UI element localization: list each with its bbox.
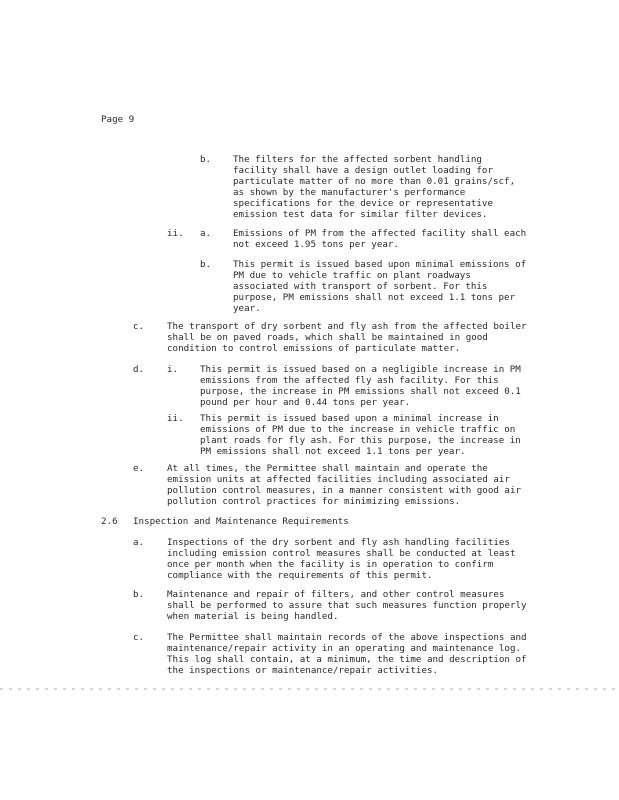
page-label: Page 9 xyxy=(101,114,135,125)
text-line: pollution control measures, in a manner consistent with good air xyxy=(167,485,522,496)
paragraph-maintenance-log xyxy=(167,632,527,676)
text-line: shall be performed to assure that such measures function properly xyxy=(167,600,527,611)
paragraph-fly-ash-vehicle-traffic xyxy=(200,413,521,457)
text-line: pollution control practices for minimizing emissions. xyxy=(167,496,461,507)
section-heading xyxy=(133,516,349,527)
text-line: This permit is issued based upon a minimal increase in xyxy=(200,413,499,424)
paragraph-pm-emissions-limit xyxy=(233,228,526,250)
text-line: plant roads for fly ash. For this purpose, the increase in xyxy=(200,435,521,446)
paragraph-good-practices xyxy=(167,463,521,507)
text-line: Maintenance and repair of filters, and other control measures xyxy=(167,589,505,600)
text-line: associated with transport of sorbent. For this xyxy=(233,281,488,292)
paragraph-monthly-inspections xyxy=(167,537,515,581)
text-line: The Permittee shall maintain records of the above inspections and xyxy=(167,632,527,643)
text-line: purpose, PM emissions shall not exceed 1.1 tons per xyxy=(233,292,516,303)
text-line: emission test data for similar filter devices. xyxy=(233,209,488,220)
paragraph-filters-outlet-loading xyxy=(233,154,515,220)
paragraph-sorbent-vehicle-traffic xyxy=(233,259,526,314)
text-line: the inspections or maintenance/repair activities. xyxy=(167,665,439,676)
paragraph-fly-ash-pm-increase xyxy=(200,364,521,408)
text-line: compliance with the requirements of this permit. xyxy=(167,570,433,581)
text-line: The filters for the affected sorbent handling xyxy=(233,154,482,165)
item-marker: a. xyxy=(133,537,145,548)
text-line: purpose, the increase in PM emissions shall not exceed 0.1 xyxy=(200,386,521,397)
scan-edge-artifact xyxy=(0,688,619,690)
text-line: emissions from the affected fly ash facility. For this xyxy=(200,375,499,386)
text-line: when material is being handled. xyxy=(167,611,339,622)
item-marker: c. xyxy=(133,321,145,332)
item-marker: ii. xyxy=(167,228,184,239)
text-line: Emissions of PM from the affected facility shall each xyxy=(233,228,527,239)
item-marker: b. xyxy=(200,154,212,165)
item-marker: b. xyxy=(133,589,145,600)
text-line: as shown by the manufacturer's performance xyxy=(233,187,466,198)
item-marker: d. xyxy=(133,364,145,375)
text-line: not exceed 1.95 tons per year. xyxy=(233,239,399,250)
text-line: specifications for the device or representative xyxy=(233,198,493,209)
item-marker: e. xyxy=(133,463,145,474)
text-line: particulate matter of no more than 0.01 grains/scf, xyxy=(233,176,516,187)
text-line: Inspections of the dry sorbent and fly ash handling facilities xyxy=(167,537,510,548)
paragraph-paved-roads xyxy=(167,321,527,354)
item-marker: c. xyxy=(133,632,145,643)
item-marker: b. xyxy=(200,259,212,270)
text-line: year. xyxy=(233,303,261,314)
text-line: At all times, the Permittee shall maintain and operate the xyxy=(167,463,488,474)
text-line: facility shall have a design outlet loading for xyxy=(233,165,493,176)
text-line: shall be on paved roads, which shall be maintained in good xyxy=(167,332,488,343)
text-line: maintenance/repair activity in an operating and maintenance log. xyxy=(167,643,522,654)
text-line: emissions of PM due to the increase in vehicle traffic on xyxy=(200,424,516,435)
text-line: PM emissions shall not exceed 1.1 tons per year. xyxy=(200,446,466,457)
text-line: This permit is issued based upon minimal emissions of xyxy=(233,259,527,270)
text-line: PM due to vehicle traffic on plant roadways xyxy=(233,270,471,281)
item-marker: a. xyxy=(200,228,212,239)
text-line: condition to control emissions of particulate matter. xyxy=(167,343,461,354)
text-line: emission units at affected facilities including associated air xyxy=(167,474,510,485)
text-line: The transport of dry sorbent and fly ash from the affected boiler xyxy=(167,321,527,332)
item-marker: i. xyxy=(167,364,179,375)
text-line: pound per hour and 0.44 tons per year. xyxy=(200,397,411,408)
item-marker: ii. xyxy=(167,413,184,424)
text-line: including emission control measures shall be conducted at least xyxy=(167,548,516,559)
paragraph-maintenance-repair xyxy=(167,589,527,622)
text-line: This permit is issued based on a negligible increase in PM xyxy=(200,364,521,375)
text-line: once per month when the facility is in operation to confirm xyxy=(167,559,494,570)
text-line: This log shall contain, at a minimum, the time and description of xyxy=(167,654,527,665)
section-title: Inspection and Maintenance Requirements xyxy=(133,516,349,527)
section-number: 2.6 xyxy=(101,516,118,527)
